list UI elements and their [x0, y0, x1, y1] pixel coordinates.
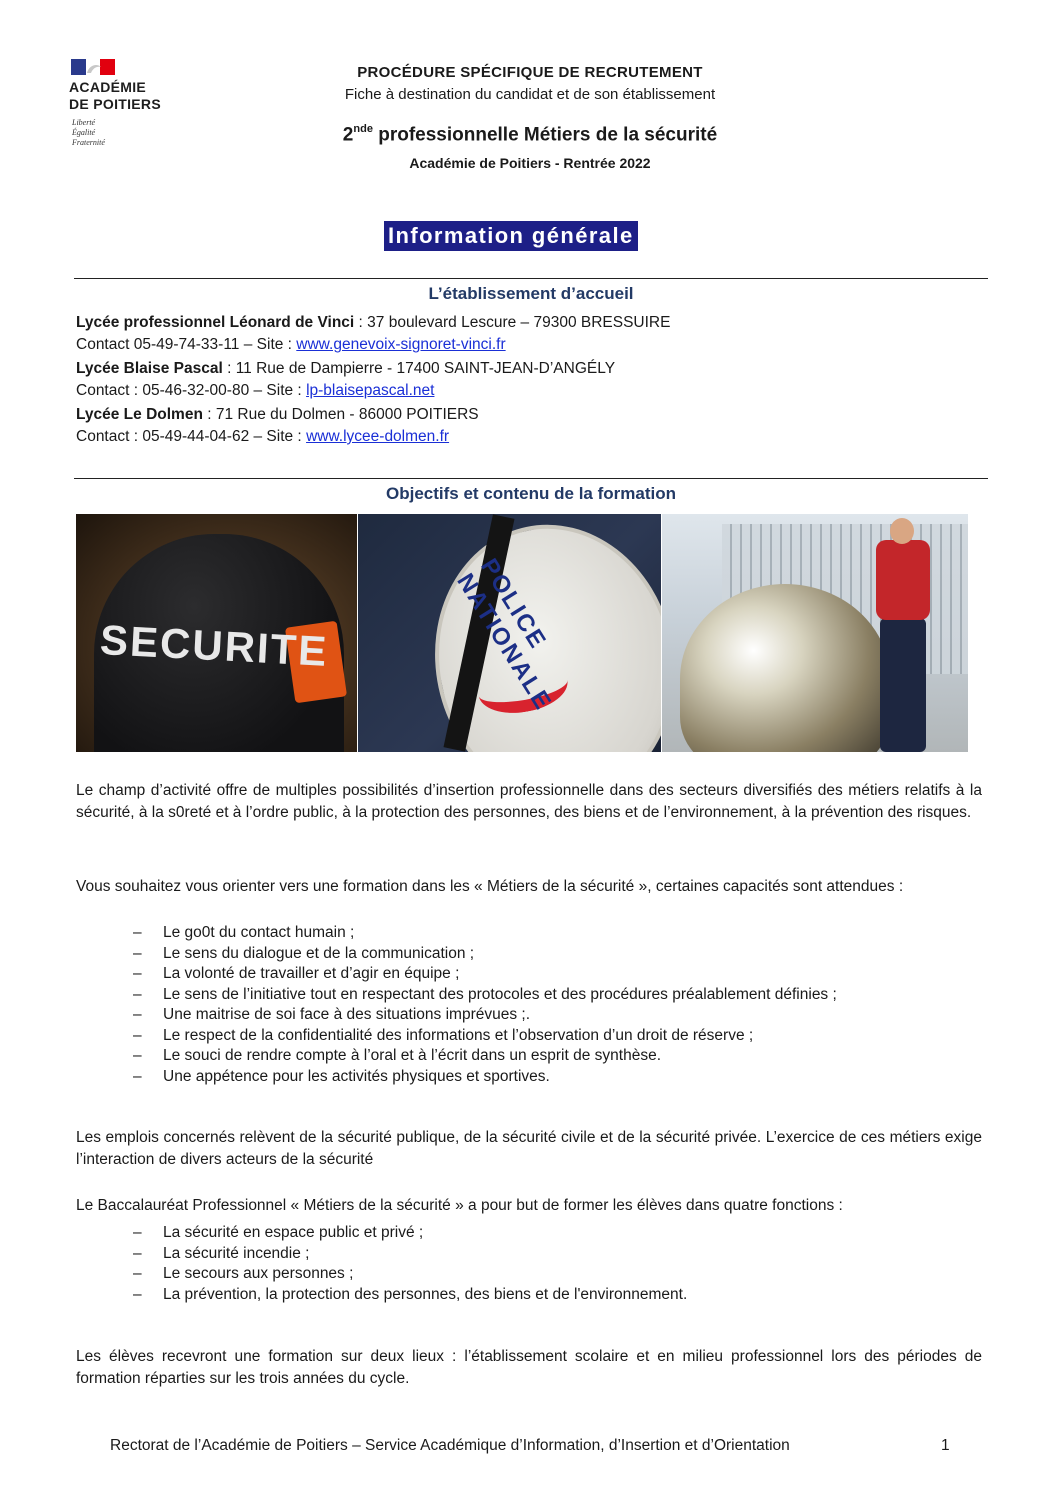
list-item: – La prévention, la protection des personnes, des biens et de l'environnement. — [133, 1285, 688, 1303]
capacities-intro: Vous souhaitez vous orienter vers une formation dans les « Métiers de la sécurité », certaines capacités sont attendues : — [76, 878, 904, 895]
school-2-site-link[interactable]: lp-blaisepascal.net — [306, 382, 435, 399]
school-3-name: Lycée Le Dolmen — [76, 406, 203, 423]
intro-paragraph: Le champ d’activité offre de multiples possibilités d’insertion professionnelle dans des secteurs diversifiés des métiers relatifs à la sécurité, à la s0reté et à l’ordre public, à la protection des personnes, des biens et de l’environnement, à la prévention des risques. — [76, 782, 982, 821]
list-item: – La sécurité en espace public et privé ; — [133, 1224, 424, 1241]
motto-egalite: Égalité — [72, 128, 96, 137]
school-2-contact — [76, 382, 434, 400]
school-1-address — [76, 314, 670, 332]
procedure-subtitle: Fiche à destination du candidat et de son établissement — [344, 86, 716, 103]
figure-torso — [876, 540, 930, 620]
list-item: – Le respect de la confidentialité des informations et l’observation d’un droit de réserve ; — [133, 1026, 754, 1044]
list-item: – Le sens de l’initiative tout en respectant des protocoles et des procédures préalablement définies ; — [133, 985, 837, 1003]
list-item: – La volonté de travailler et d’agir en équipe ; — [133, 965, 460, 982]
school-2-address — [76, 360, 615, 378]
school-1-contact-text: Contact 05-49-74-33-11 – Site : — [76, 336, 297, 353]
motto-liberte: Liberté — [72, 118, 96, 127]
logo-motto — [72, 118, 105, 148]
figure-head — [890, 518, 914, 544]
marianne-flag-icon — [71, 59, 115, 75]
procedure-title: PROCÉDURE SPÉCIFIQUE DE RECRUTEMENT — [357, 64, 703, 81]
photo-securite-agent — [76, 514, 357, 752]
photo-police-text: POLICE NATIONALE — [451, 554, 558, 716]
school-1-name: Lycée professionnel Léonard de Vinci — [76, 314, 355, 331]
academie-rentree: Académie de Poitiers - Rentrée 2022 — [409, 155, 651, 171]
photo-firefighter — [662, 514, 968, 752]
page-footer: Rectorat de l’Académie de Poitiers – Service Académique d’Information, d’Insertion et d’Orientation — [110, 1437, 790, 1454]
list-item: – Une appétence pour les activités physiques et sportives. — [133, 1067, 550, 1085]
formation-lieux-paragraph: Les élèves recevront une formation sur deux lieux : l’établissement scolaire et en milieu professionnel lors des périodes de formation réparties sur les trois années du cycle. — [76, 1348, 982, 1387]
information-banner: Information générale — [384, 221, 638, 251]
list-item: – Une maitrise de soi face à des situations imprévues ;. — [133, 1006, 531, 1023]
school-2-name: Lycée Blaise Pascal — [76, 360, 223, 377]
emplois-paragraph: Les emplois concernés relèvent de la sécurité publique, de la sécurité civile et de la sécurité privée. L’exercice de ces métiers exige l’interaction de divers acteurs de la sécurité — [76, 1129, 982, 1168]
list-item: – Le sens du dialogue et de la communication ; — [133, 944, 475, 962]
logo-line1: ACADÉMIE — [69, 79, 147, 95]
academie-logo — [57, 44, 191, 162]
school-1-contact — [76, 336, 506, 354]
section-objectifs-title: Objectifs et contenu de la formation — [386, 484, 676, 503]
section-divider — [74, 478, 988, 479]
school-2-address-text: : 11 Rue de Dampierre - 17400 SAINT-JEAN-D’ANGÉLY — [222, 360, 616, 377]
school-1-address-text: : 37 boulevard Lescure – 79300 BRESSUIRE — [354, 314, 671, 331]
logo-line2: DE POITIERS — [69, 96, 161, 112]
figure-legs — [880, 618, 926, 752]
title-rest: professionnelle Métiers de la sécurité — [372, 124, 718, 146]
formation-title — [240, 124, 820, 146]
school-3-contact — [76, 428, 449, 446]
school-3-contact-text: Contact : 05-49-44-04-62 – Site : — [76, 428, 307, 445]
school-3-address-text: : 71 Rue du Dolmen - 86000 POITIERS — [202, 406, 479, 423]
title-sup: nde — [353, 123, 373, 135]
school-3-site-link[interactable]: www.lycee-dolmen.fr — [306, 428, 450, 445]
section-etablissement-title: L’établissement d’accueil — [428, 284, 634, 303]
school-2-contact-text: Contact : 05-46-32-00-80 – Site : — [76, 382, 307, 399]
firefighter-figure — [872, 518, 934, 752]
photo-securite-text: SECURITE — [98, 616, 330, 675]
photo-police-badge — [358, 514, 661, 752]
motto-fraternite: Fraternité — [72, 138, 105, 147]
school-3-address — [76, 406, 479, 424]
list-item: – Le go0t du contact humain ; — [133, 924, 355, 941]
list-item: – La sécurité incendie ; — [133, 1244, 310, 1262]
capacities-list — [76, 923, 837, 1087]
page-number: 1 — [941, 1437, 950, 1454]
title-prefix: 2 — [342, 124, 354, 146]
functions-list — [76, 1223, 687, 1305]
list-item: – Le souci de rendre compte à l’oral et à l’écrit dans un esprit de synthèse. — [133, 1047, 661, 1064]
school-1-site-link[interactable]: www.genevoix-signoret-vinci.fr — [296, 336, 506, 353]
list-item: – Le secours aux personnes ; — [133, 1265, 354, 1282]
logo-name — [69, 79, 161, 113]
bac-pro-paragraph: Le Baccalauréat Professionnel « Métiers de la sécurité » a pour but de former les élèves dans quatre fonctions : — [76, 1197, 843, 1214]
section-divider — [74, 278, 988, 279]
